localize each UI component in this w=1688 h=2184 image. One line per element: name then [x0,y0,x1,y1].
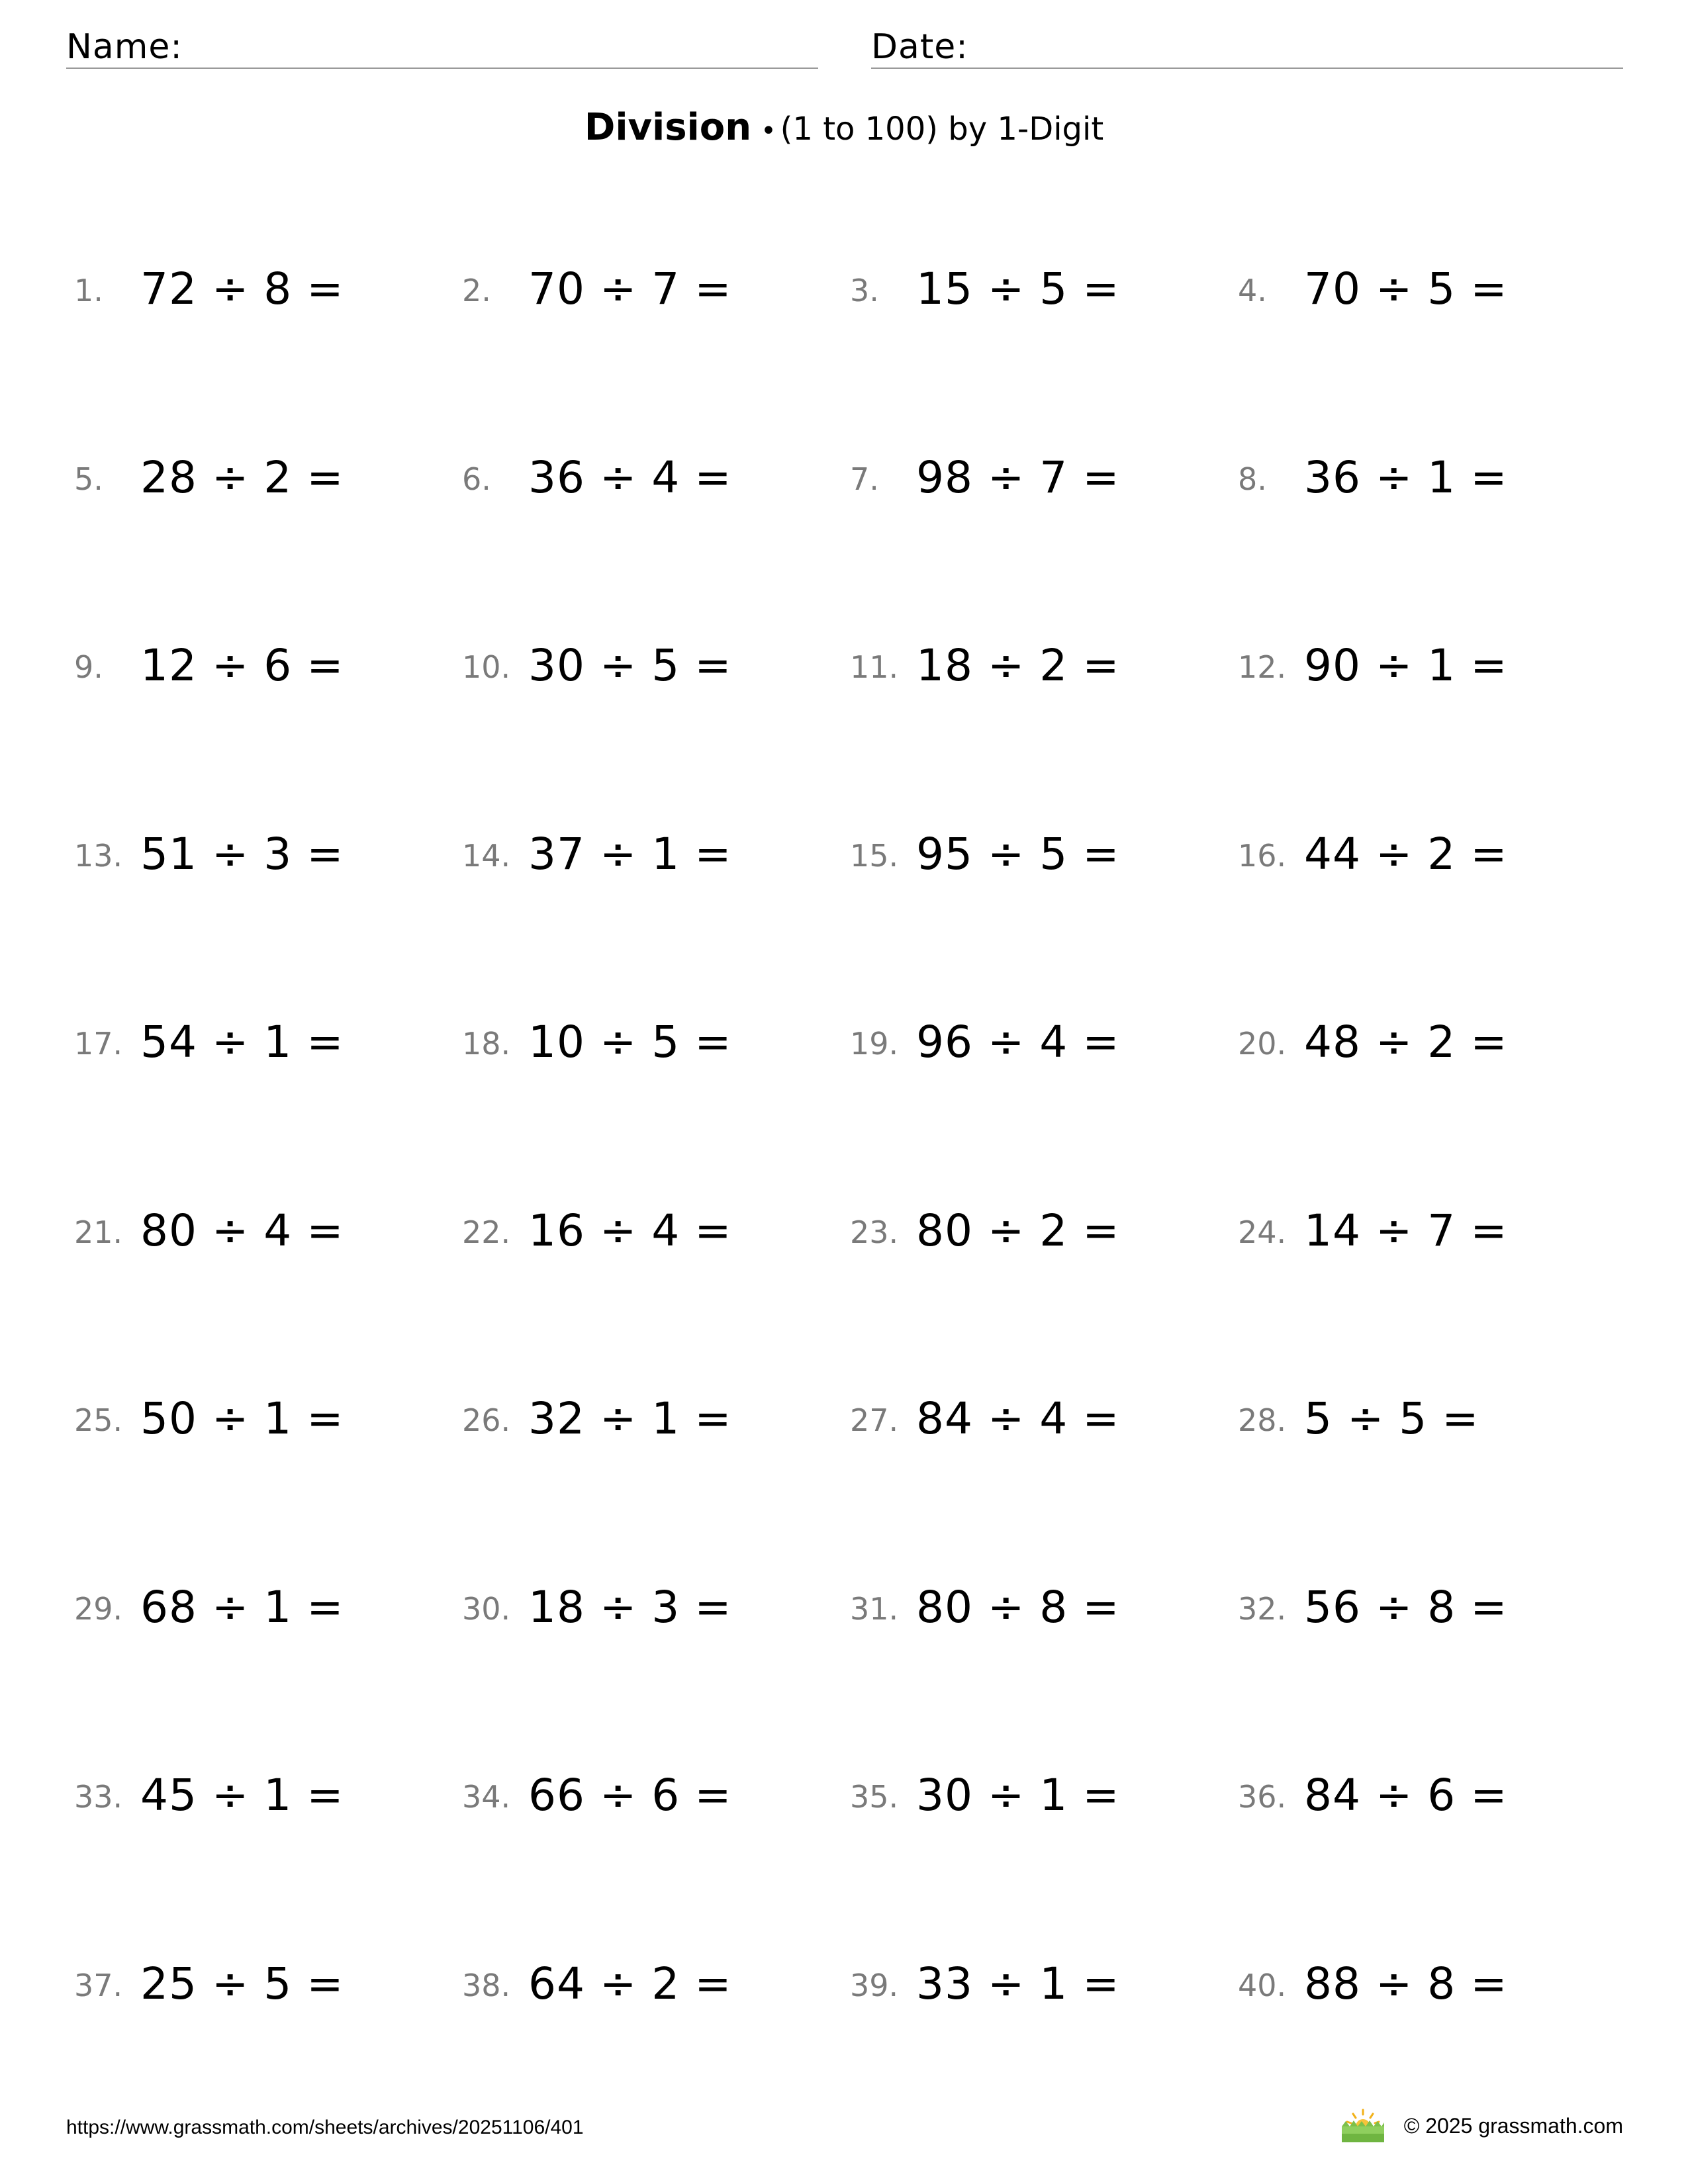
problem-number: 11. [850,649,899,685]
problem-expression: 28 ÷ 2 = [140,452,344,503]
problem-expression: 98 ÷ 7 = [916,452,1120,503]
problem-expression: 64 ÷ 2 = [528,1958,732,2009]
problem-number: 7. [850,461,879,497]
problem-number: 18. [462,1026,511,1062]
problem-expression: 12 ÷ 6 = [140,640,344,691]
problem-expression: 14 ÷ 7 = [1304,1205,1508,1256]
title-subtitle: (1 to 100) by 1-Digit [780,111,1104,148]
problem-number: 15. [850,838,899,874]
problem-expression: 5 ÷ 5 = [1304,1393,1479,1444]
footer-branding [1340,2107,1623,2144]
problem-number: 40. [1238,1968,1287,2003]
problem-number: 5. [74,461,103,497]
problem-number: 25. [74,1402,123,1438]
problem-expression: 95 ÷ 5 = [916,829,1120,880]
problem-expression: 44 ÷ 2 = [1304,829,1508,880]
problem-number: 19. [850,1026,899,1062]
title-main: Division [584,106,752,149]
problem-number: 36. [1238,1779,1287,1815]
problem-number: 28. [1238,1402,1287,1438]
problem-expression: 18 ÷ 2 = [916,640,1120,691]
problem-expression: 88 ÷ 8 = [1304,1958,1508,2009]
problem-expression: 10 ÷ 5 = [528,1017,732,1068]
problem-expression: 48 ÷ 2 = [1304,1017,1508,1068]
problem-expression: 36 ÷ 1 = [1304,452,1508,503]
problem-number: 33. [74,1779,123,1815]
grass-sun-logo-icon [1340,2109,1385,2143]
problem-expression: 70 ÷ 5 = [1304,263,1508,314]
problem-number: 30. [462,1591,511,1627]
problem-number: 29. [74,1591,123,1627]
problem-number: 39. [850,1968,899,2003]
problem-number: 9. [74,649,103,685]
date-field[interactable] [871,25,1623,69]
problem-expression: 36 ÷ 4 = [528,452,732,503]
problem-expression: 15 ÷ 5 = [916,263,1120,314]
problem-number: 3. [850,273,879,308]
problem-number: 4. [1238,273,1267,308]
problem-number: 32. [1238,1591,1287,1627]
footer-url[interactable]: https://www.grassmath.com/sheets/archives/20251106/401 [66,2116,584,2138]
problem-number: 23. [850,1214,899,1250]
problem-number: 2. [462,273,491,308]
problem-expression: 80 ÷ 4 = [140,1205,344,1256]
problem-number: 27. [850,1402,899,1438]
problem-expression: 45 ÷ 1 = [140,1770,344,1821]
problem-number: 22. [462,1214,511,1250]
problem-number: 37. [74,1968,123,2003]
problem-number: 13. [74,838,123,874]
problem-expression: 54 ÷ 1 = [140,1017,344,1068]
problem-expression: 30 ÷ 1 = [916,1770,1120,1821]
problem-number: 38. [462,1968,511,2003]
problem-number: 10. [462,649,511,685]
problem-number: 16. [1238,838,1287,874]
problem-expression: 84 ÷ 6 = [1304,1770,1508,1821]
problem-expression: 18 ÷ 3 = [528,1582,732,1633]
problem-number: 20. [1238,1026,1287,1062]
problem-number: 35. [850,1779,899,1815]
problem-expression: 32 ÷ 1 = [528,1393,732,1444]
problem-number: 34. [462,1779,511,1815]
problem-expression: 84 ÷ 4 = [916,1393,1120,1444]
problem-number: 17. [74,1026,123,1062]
problem-expression: 30 ÷ 5 = [528,640,732,691]
problem-number: 1. [74,273,103,308]
problem-expression: 51 ÷ 3 = [140,829,344,880]
problem-number: 31. [850,1591,899,1627]
problem-number: 21. [74,1214,123,1250]
problem-expression: 68 ÷ 1 = [140,1582,344,1633]
problem-number: 6. [462,461,491,497]
problem-expression: 16 ÷ 4 = [528,1205,732,1256]
name-field[interactable] [66,25,818,69]
problem-number: 14. [462,838,511,874]
problem-expression: 25 ÷ 5 = [140,1958,344,2009]
problem-expression: 56 ÷ 8 = [1304,1582,1508,1633]
problem-expression: 66 ÷ 6 = [528,1770,732,1821]
problem-expression: 96 ÷ 4 = [916,1017,1120,1068]
problem-number: 24. [1238,1214,1287,1250]
problem-expression: 80 ÷ 8 = [916,1582,1120,1633]
problem-expression: 80 ÷ 2 = [916,1205,1120,1256]
date-label: Date: [871,27,968,67]
footer-copyright: © 2025 grassmath.com [1403,2113,1623,2138]
problem-expression: 90 ÷ 1 = [1304,640,1508,691]
problem-expression: 70 ÷ 7 = [528,263,732,314]
problem-expression: 33 ÷ 1 = [916,1958,1120,2009]
problem-number: 12. [1238,649,1287,685]
name-label: Name: [66,27,183,67]
title-separator: • [761,116,776,146]
problem-number: 8. [1238,461,1267,497]
problem-expression: 50 ÷ 1 = [140,1393,344,1444]
worksheet-title [0,106,1688,149]
problem-expression: 72 ÷ 8 = [140,263,344,314]
problem-expression: 37 ÷ 1 = [528,829,732,880]
problem-number: 26. [462,1402,511,1438]
